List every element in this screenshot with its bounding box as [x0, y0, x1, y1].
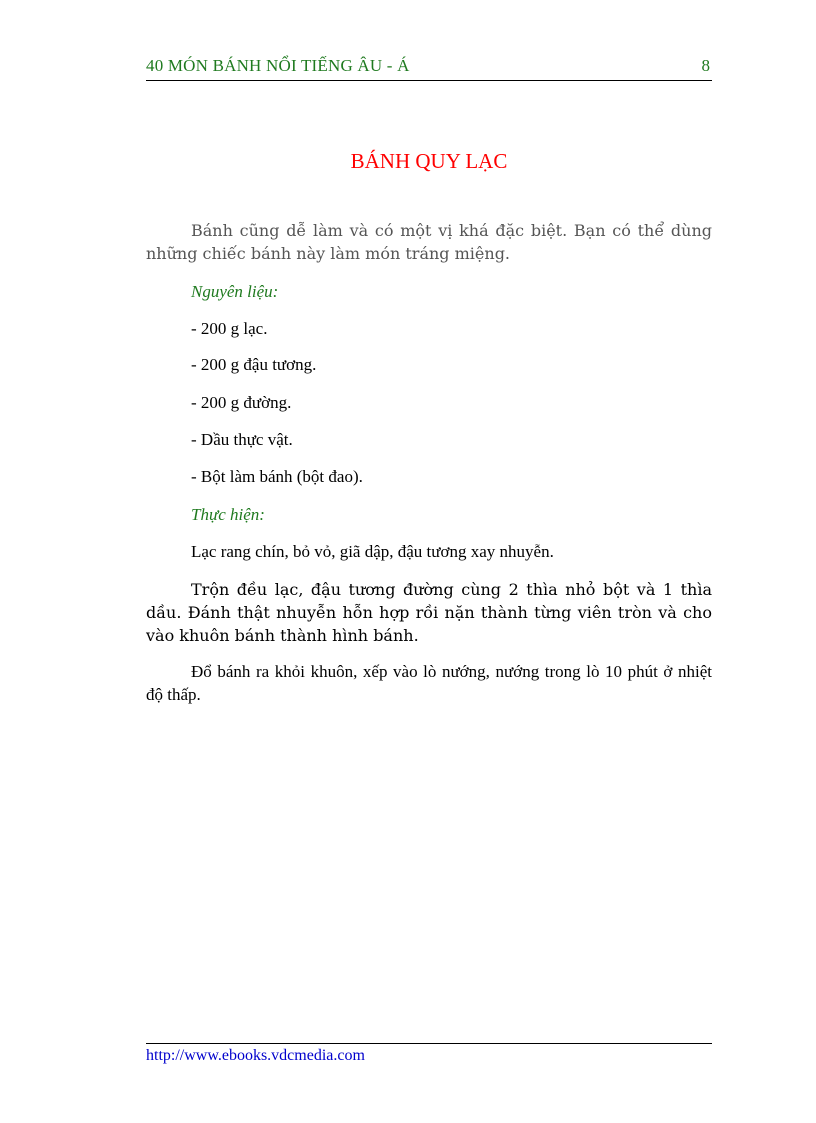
footer-divider — [146, 1043, 712, 1044]
method-step: Đổ bánh ra khỏi khuôn, xếp vào lò nướng, nướng trong lò 10 phút ở nhiệt độ thấp. — [146, 662, 712, 704]
recipe-intro: Bánh cũng dễ làm và có một vị khá đặc biệt. Bạn có thể dùng những chiếc bánh này làm món tráng miệng. — [146, 221, 712, 263]
ingredients-heading: Nguyên liệu: — [191, 282, 279, 301]
ingredient-item: - Dầu thực vật. — [191, 430, 293, 449]
ingredient-item: - 200 g đường. — [191, 393, 292, 412]
running-header — [146, 56, 712, 81]
method-step: Lạc rang chín, bỏ vỏ, giã dập, đậu tương xay nhuyễn. — [191, 542, 554, 561]
ingredient-item: - 200 g lạc. — [191, 319, 268, 338]
method-heading: Thực hiện: — [191, 505, 265, 524]
page-number: 8 — [701, 56, 710, 75]
ingredient-item: - 200 g đậu tương. — [191, 355, 317, 374]
footer-website-link[interactable]: http://www.ebooks.vdcmedia.com — [146, 1047, 365, 1064]
ingredient-item: - Bột làm bánh (bột đao). — [191, 467, 363, 486]
method-step: Trộn đều lạc, đậu tương đường cùng 2 thìa nhỏ bột và 1 thìa dầu. Đánh thật nhuyễn hỗn hợp rồi nặn thành từng viên tròn và cho vào khuôn bánh thành hình bánh. — [146, 580, 712, 645]
book-title: 40 MÓN BÁNH NỔI TIẾNG ÂU - Á — [146, 56, 410, 75]
recipe-title: BÁNH QUY LẠC — [350, 149, 508, 173]
